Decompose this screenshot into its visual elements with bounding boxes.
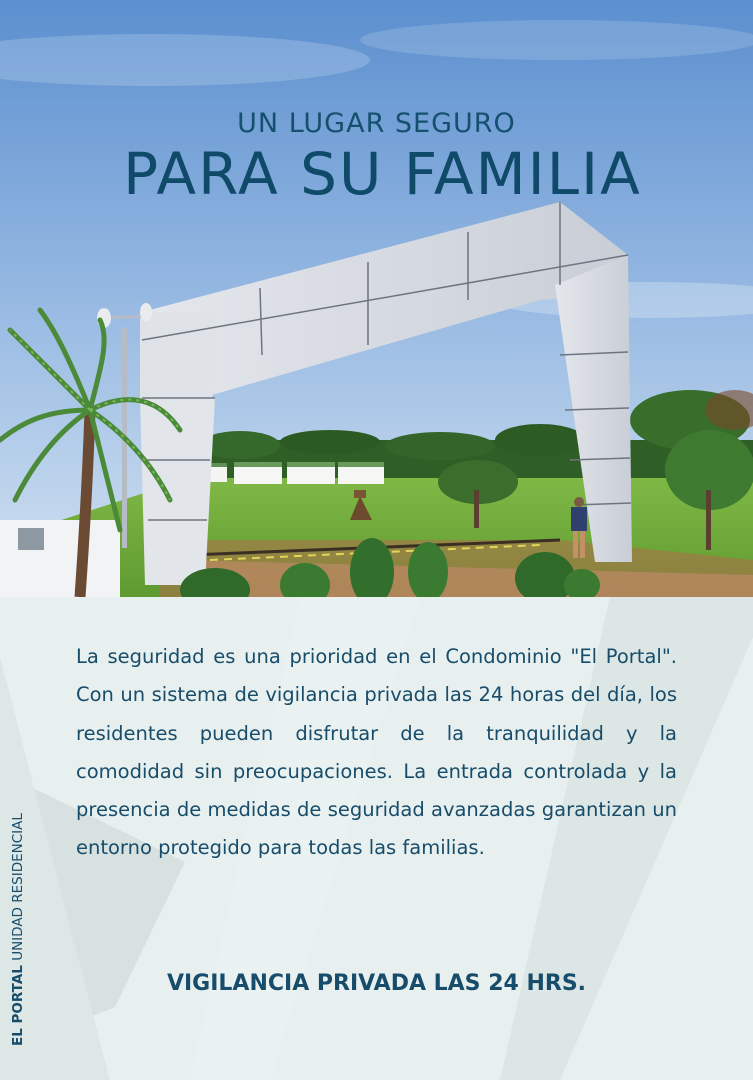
tagline: VIGILANCIA PRIVADA LAS 24 HRS.	[166, 971, 587, 996]
content-panel	[0, 597, 753, 1080]
guard-house	[0, 520, 120, 597]
hero-title: PARA SU FAMILIA	[123, 140, 642, 208]
brand-subtitle: UNIDAD RESIDENCIAL	[10, 813, 26, 961]
body-paragraph: La seguridad es una prioridad en el Condominio "El Portal". Con un sistema de vigilancia privada las 24 horas del día, los residentes pueden disfrutar de la tranquilidad y la comodidad sin preocupaciones. La entrada controlada y la presencia de medidas de seguridad avanzadas garantizan un entorno protegido para todas las familias.	[76, 645, 677, 860]
hero-subtitle: UN LUGAR SEGURO	[237, 108, 516, 139]
brand-name: EL PORTAL	[10, 965, 26, 1046]
side-brand-label	[10, 813, 26, 1046]
